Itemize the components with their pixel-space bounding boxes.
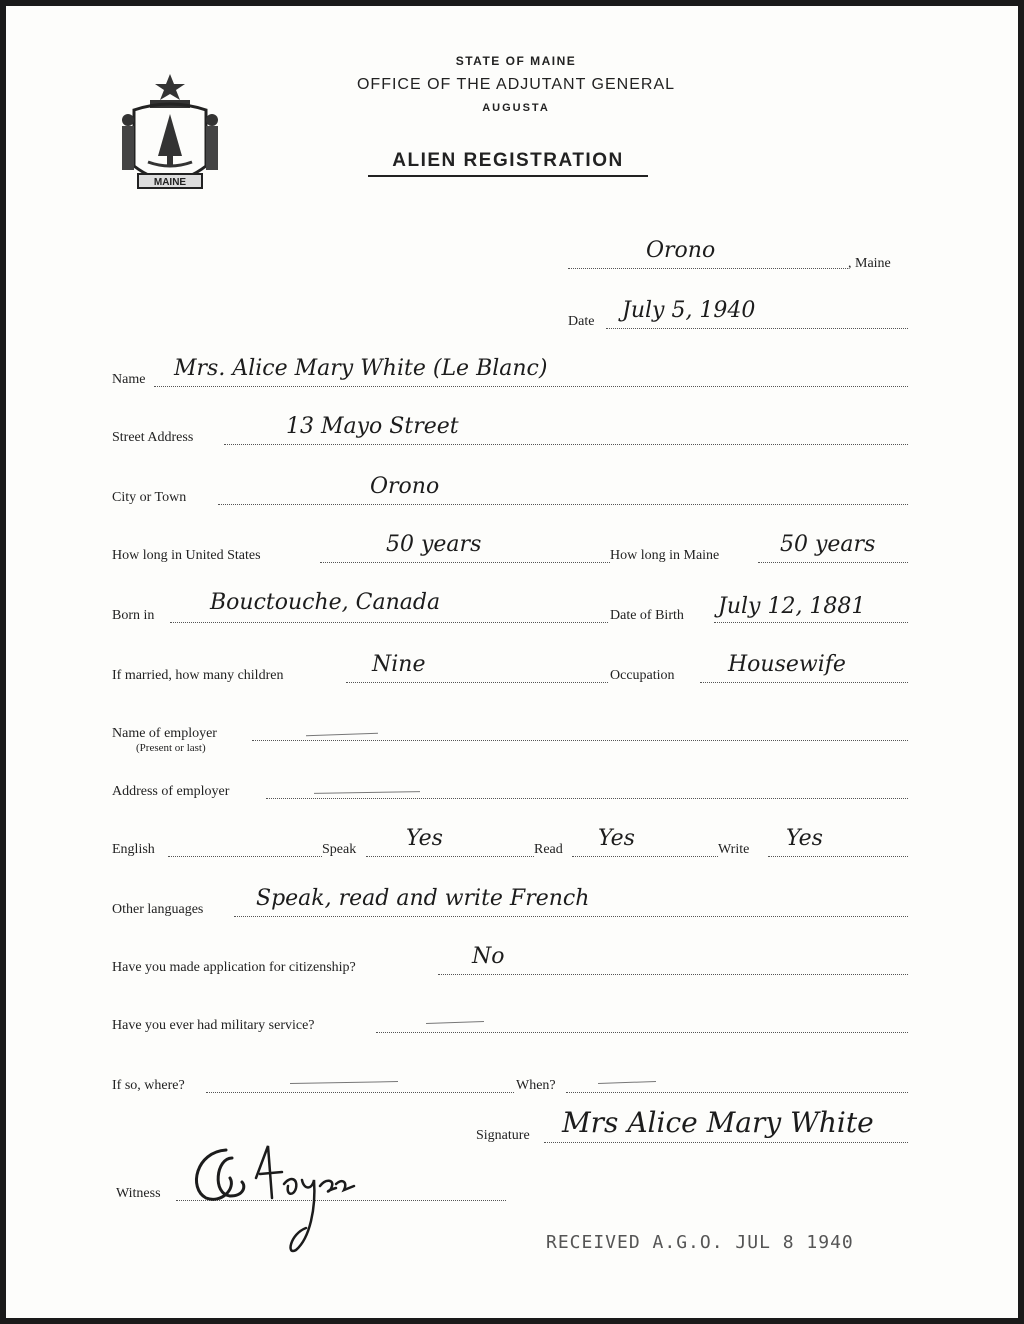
place-line	[568, 268, 848, 269]
employer-address-dash	[314, 791, 420, 794]
military-label: Have you ever had military service?	[112, 1018, 315, 1033]
occupation-value: Housewife	[728, 652, 846, 677]
employer-sub-label: (Present or last)	[136, 742, 206, 754]
other-languages-value: Speak, read and write French	[256, 886, 590, 911]
children-label: If married, how many children	[112, 668, 284, 683]
citizenship-value: No	[472, 944, 505, 969]
employer-address-label: Address of employer	[112, 784, 230, 799]
witness-label: Witness	[116, 1186, 161, 1201]
how-long-maine-value: 50 years	[780, 532, 876, 557]
speak-label: Speak	[322, 842, 357, 857]
other-languages-label: Other languages	[112, 902, 204, 917]
read-label: Read	[534, 842, 563, 857]
where-line	[206, 1092, 514, 1093]
other-languages-line	[234, 916, 908, 917]
english-line	[168, 856, 322, 857]
citizenship-line	[438, 974, 908, 975]
received-stamp: RECEIVED A.G.O. JUL 8 1940	[546, 1232, 854, 1253]
city-label: City or Town	[112, 490, 187, 505]
name-label: Name	[112, 372, 146, 387]
born-line	[170, 622, 608, 623]
how-long-maine-line	[758, 562, 908, 563]
signature-label: Signature	[476, 1128, 530, 1143]
dob-line	[714, 622, 908, 623]
write-label: Write	[718, 842, 750, 857]
how-long-us-line	[320, 562, 610, 563]
read-value: Yes	[598, 826, 635, 851]
occupation-label: Occupation	[610, 668, 675, 683]
children-value: Nine	[372, 652, 426, 677]
employer-dash	[306, 733, 378, 737]
signature-line	[544, 1142, 908, 1143]
state-heading: STATE OF MAINE	[455, 54, 577, 68]
witness-signature	[186, 1138, 376, 1258]
date-value: July 5, 1940	[622, 298, 756, 323]
name-line	[154, 386, 908, 387]
citizenship-label: Have you made application for citizenship?	[112, 960, 356, 975]
place-suffix: , Maine	[848, 256, 891, 271]
military-line	[376, 1032, 908, 1033]
maine-seal-icon	[114, 70, 226, 198]
military-dash	[426, 1021, 484, 1024]
read-line	[572, 856, 718, 857]
office-heading: OFFICE OF THE ADJUTANT GENERAL	[356, 76, 676, 93]
form-title: ALIEN REGISTRATION	[368, 150, 648, 177]
born-label: Born in	[112, 608, 155, 623]
date-line	[606, 328, 908, 329]
employer-line	[252, 740, 908, 741]
seal-text: MAINE	[153, 177, 187, 188]
speak-value: Yes	[406, 826, 443, 851]
signature-value: Mrs Alice Mary White	[562, 1106, 874, 1139]
dob-value: July 12, 1881	[718, 594, 866, 619]
where-label: If so, where?	[112, 1078, 185, 1093]
when-label: When?	[516, 1078, 556, 1093]
when-dash	[598, 1081, 656, 1084]
date-label: Date	[568, 314, 595, 329]
city-value: Orono	[370, 474, 440, 499]
children-line	[346, 682, 608, 683]
how-long-us-label: How long in United States	[112, 548, 261, 563]
how-long-us-value: 50 years	[386, 532, 482, 557]
employer-label: Name of employer	[112, 726, 217, 741]
street-line	[224, 444, 908, 445]
occupation-line	[700, 682, 908, 683]
how-long-maine-label: How long in Maine	[610, 548, 720, 563]
street-value: 13 Mayo Street	[286, 414, 459, 439]
english-label: English	[112, 842, 155, 857]
write-value: Yes	[786, 826, 823, 851]
dob-label: Date of Birth	[610, 608, 684, 623]
born-value: Bouctouche, Canada	[210, 590, 441, 615]
employer-address-line	[266, 798, 908, 799]
speak-line	[366, 856, 534, 857]
write-line	[768, 856, 908, 857]
registration-form	[6, 6, 1018, 1318]
when-line	[566, 1092, 908, 1093]
name-value: Mrs. Alice Mary White (Le Blanc)	[174, 356, 548, 381]
where-dash	[290, 1081, 398, 1084]
street-label: Street Address	[112, 430, 194, 445]
city-line	[218, 504, 908, 505]
place-value: Orono	[646, 238, 716, 263]
city-heading: AUGUSTA	[482, 102, 550, 114]
